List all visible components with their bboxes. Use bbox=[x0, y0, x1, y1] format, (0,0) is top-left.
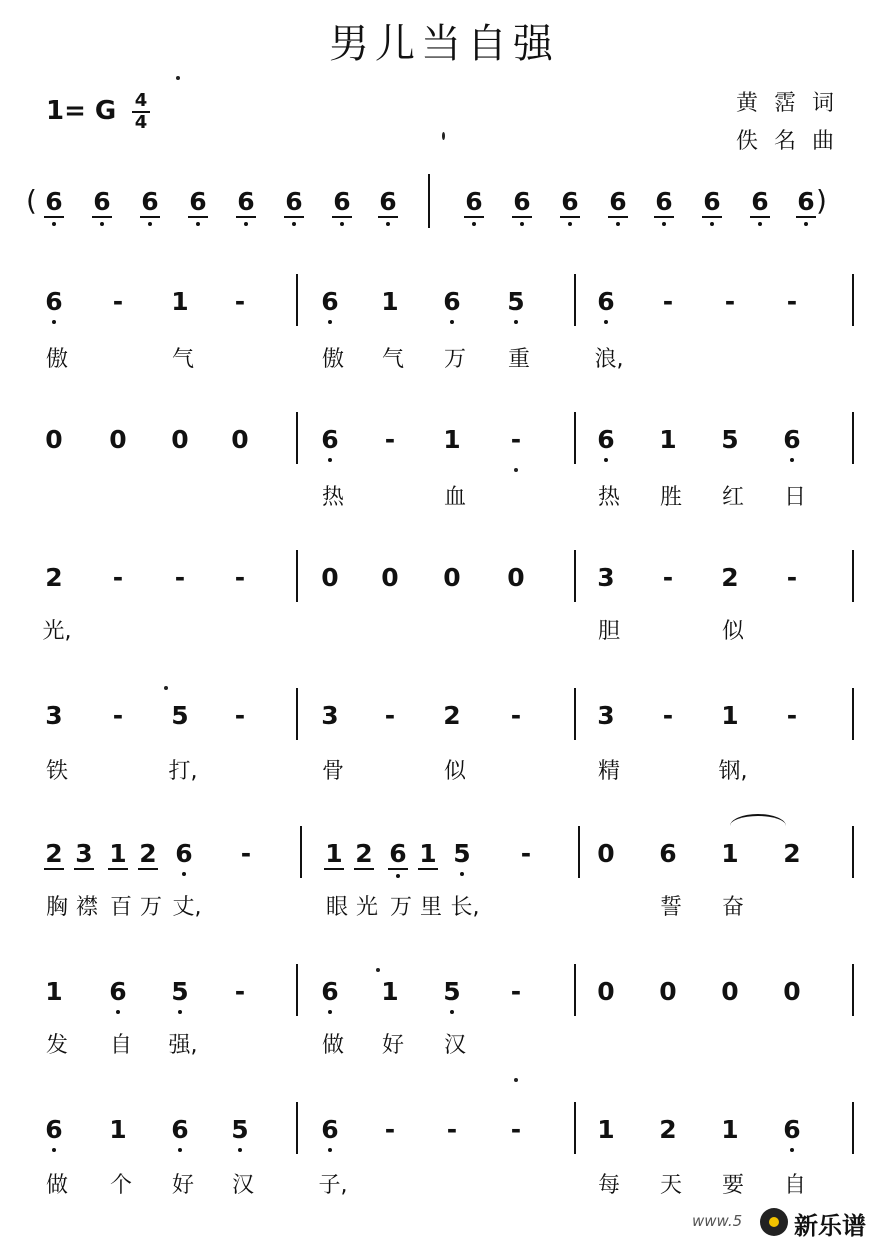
lyric: 热 bbox=[597, 485, 620, 510]
low-octave-dot bbox=[662, 222, 666, 226]
note: 2 bbox=[721, 563, 739, 592]
low-octave-dot bbox=[804, 222, 808, 226]
intro-note: 6 bbox=[378, 188, 398, 218]
note: 6 bbox=[388, 840, 408, 870]
low-octave-dot bbox=[460, 872, 464, 876]
open-paren: ( bbox=[26, 184, 37, 217]
note: 6 bbox=[108, 978, 128, 1006]
note: 1 bbox=[109, 1115, 127, 1144]
intro-note: 6 bbox=[236, 188, 256, 218]
note: - bbox=[786, 701, 798, 730]
note: 0 bbox=[171, 425, 189, 454]
lyric: 子, bbox=[318, 1173, 348, 1198]
note: 1 bbox=[721, 839, 739, 868]
note: 0 bbox=[659, 977, 677, 1006]
lyric: 骨 bbox=[321, 759, 344, 784]
lyric: 襟 bbox=[75, 895, 98, 920]
note: 0 bbox=[443, 563, 461, 592]
note: 6 bbox=[442, 288, 462, 316]
note: 6 bbox=[659, 839, 677, 868]
note: 5 bbox=[452, 840, 472, 868]
lyric: 钢, bbox=[718, 759, 748, 784]
note: 5 bbox=[230, 1116, 250, 1144]
note: 0 bbox=[721, 977, 739, 1006]
bar-line bbox=[296, 1102, 298, 1154]
note: - bbox=[234, 701, 246, 730]
lyric: 傲 bbox=[321, 347, 344, 372]
note: - bbox=[510, 977, 522, 1006]
lyric: 誓 bbox=[659, 895, 682, 920]
intro-note: 6 bbox=[284, 188, 304, 218]
note: 6 bbox=[320, 1116, 340, 1144]
low-octave-dot bbox=[568, 222, 572, 226]
low-octave-dot bbox=[386, 222, 390, 226]
lyric: 奋 bbox=[721, 895, 744, 920]
low-octave-dot bbox=[514, 320, 518, 324]
low-octave-dot bbox=[616, 222, 620, 226]
note: - bbox=[234, 977, 246, 1006]
low-octave-dot bbox=[178, 1010, 182, 1014]
low-octave-dot bbox=[328, 1148, 332, 1152]
time-signature-bottom: 4 bbox=[134, 112, 148, 133]
note: 6 bbox=[320, 288, 340, 316]
note: - bbox=[384, 1115, 396, 1144]
note: 6 bbox=[596, 288, 616, 316]
lyric: 胜 bbox=[659, 485, 682, 510]
lyric: 精 bbox=[597, 759, 620, 784]
music-disc-icon bbox=[760, 1208, 788, 1236]
lyric: 胆 bbox=[597, 619, 620, 644]
note: 1 bbox=[721, 701, 739, 730]
lyric: 天 bbox=[659, 1173, 682, 1198]
low-octave-dot bbox=[472, 222, 476, 226]
lyric: 个 bbox=[109, 1173, 132, 1198]
intro-note: 6 bbox=[750, 188, 770, 218]
lyric: 丈, bbox=[172, 895, 202, 920]
low-octave-dot bbox=[790, 458, 794, 462]
low-octave-dot bbox=[178, 1148, 182, 1152]
bar-line bbox=[852, 688, 854, 740]
note: 6 bbox=[44, 1116, 64, 1144]
lyric: 眼 bbox=[325, 895, 348, 920]
low-octave-dot bbox=[116, 1010, 120, 1014]
note: - bbox=[724, 287, 736, 316]
note: 1 bbox=[109, 839, 127, 868]
intro-note: 6 bbox=[608, 188, 628, 218]
lyric: 血 bbox=[443, 485, 466, 510]
lyric: 热 bbox=[321, 485, 344, 510]
lyric: 胸 bbox=[45, 895, 68, 920]
lyricist-credit: 黄霑词 bbox=[736, 91, 851, 116]
note: 6 bbox=[782, 426, 802, 454]
note: 1 bbox=[45, 977, 63, 1006]
note: 6 bbox=[44, 288, 64, 316]
note: - bbox=[112, 701, 124, 730]
bar-line bbox=[574, 274, 576, 326]
intro-note: 6 bbox=[140, 188, 160, 218]
low-octave-dot bbox=[196, 222, 200, 226]
watermark-url: www.5 bbox=[692, 1212, 743, 1230]
note: 1 bbox=[325, 839, 343, 868]
note: 0 bbox=[231, 425, 249, 454]
note: 0 bbox=[597, 977, 615, 1006]
low-octave-dot bbox=[450, 1010, 454, 1014]
lyric: 做 bbox=[45, 1173, 68, 1198]
low-octave-dot bbox=[148, 222, 152, 226]
lyric: 打, bbox=[168, 759, 198, 784]
low-octave-dot bbox=[520, 222, 524, 226]
bar-line bbox=[574, 688, 576, 740]
bar-line bbox=[852, 826, 854, 878]
lyric: 要 bbox=[721, 1173, 744, 1198]
low-octave-dot bbox=[182, 872, 186, 876]
bar-line bbox=[852, 964, 854, 1016]
lyric: 似 bbox=[721, 619, 744, 644]
note: 5 bbox=[171, 701, 189, 730]
key-signature: 1= G bbox=[46, 96, 117, 126]
lyric: 气 bbox=[381, 347, 404, 372]
note: 0 bbox=[507, 563, 525, 592]
lyric: 做 bbox=[321, 1033, 344, 1058]
note: 3 bbox=[75, 839, 93, 868]
lyric: 长, bbox=[450, 895, 480, 920]
note: 1 bbox=[443, 425, 461, 454]
note: - bbox=[240, 839, 252, 868]
lyric: 自 bbox=[783, 1173, 806, 1198]
note: 3 bbox=[597, 563, 615, 592]
bar-line bbox=[428, 174, 430, 228]
bar-line bbox=[852, 550, 854, 602]
note: - bbox=[662, 701, 674, 730]
note: 2 bbox=[659, 1115, 677, 1144]
bar-line bbox=[296, 964, 298, 1016]
note: - bbox=[446, 1115, 458, 1144]
note: - bbox=[786, 563, 798, 592]
low-octave-dot bbox=[604, 458, 608, 462]
note: 0 bbox=[321, 563, 339, 592]
bar-line bbox=[852, 1102, 854, 1154]
intro-note: 6 bbox=[654, 188, 674, 218]
note: 1 bbox=[721, 1115, 739, 1144]
composer-credit: 佚名曲 bbox=[736, 129, 851, 154]
watermark-logo: 新乐谱 bbox=[794, 1212, 866, 1240]
low-octave-dot bbox=[396, 874, 400, 878]
note: 1 bbox=[419, 839, 437, 868]
note: 0 bbox=[381, 563, 399, 592]
bar-line bbox=[574, 964, 576, 1016]
note: 0 bbox=[45, 425, 63, 454]
lyric: 日 bbox=[783, 485, 806, 510]
time-signature-top: 4 bbox=[134, 90, 148, 111]
low-octave-dot bbox=[328, 1010, 332, 1014]
note: 5 bbox=[721, 425, 739, 454]
low-octave-dot bbox=[328, 458, 332, 462]
lyric: 汉 bbox=[443, 1033, 466, 1058]
print-speck bbox=[442, 132, 445, 140]
intro-note: 6 bbox=[92, 188, 112, 218]
bar-line bbox=[296, 412, 298, 464]
intro-note: 6 bbox=[44, 188, 64, 218]
lyric: 百 bbox=[109, 895, 132, 920]
note: - bbox=[384, 701, 396, 730]
note: 0 bbox=[109, 425, 127, 454]
note: 2 bbox=[443, 701, 461, 730]
note: 6 bbox=[170, 1116, 190, 1144]
lyric: 万 bbox=[139, 895, 162, 920]
bar-line bbox=[574, 1102, 576, 1154]
lyric: 万 bbox=[443, 347, 466, 372]
low-octave-dot bbox=[790, 1148, 794, 1152]
note: - bbox=[510, 701, 522, 730]
lyric: 好 bbox=[171, 1173, 194, 1198]
note: 2 bbox=[45, 839, 63, 868]
lyric: 重 bbox=[507, 347, 530, 372]
low-octave-dot bbox=[710, 222, 714, 226]
intro-note: 6 bbox=[464, 188, 484, 218]
bar-line bbox=[296, 550, 298, 602]
low-octave-dot bbox=[52, 222, 56, 226]
lyric: 浪, bbox=[594, 347, 624, 372]
lyric: 光 bbox=[355, 895, 378, 920]
lyric: 里 bbox=[419, 895, 442, 920]
note: 1 bbox=[381, 977, 399, 1006]
lyric: 光, bbox=[42, 619, 72, 644]
note: 2 bbox=[139, 839, 157, 868]
low-octave-dot bbox=[758, 222, 762, 226]
song-title: 男儿当自强 bbox=[329, 21, 559, 67]
lyric: 发 bbox=[45, 1033, 68, 1058]
lyric: 好 bbox=[381, 1033, 404, 1058]
low-octave-dot bbox=[244, 222, 248, 226]
bar-line bbox=[574, 550, 576, 602]
note: - bbox=[510, 1115, 522, 1144]
low-octave-dot bbox=[52, 320, 56, 324]
lyric: 铁 bbox=[45, 759, 68, 784]
note: 3 bbox=[45, 701, 63, 730]
print-speck bbox=[376, 968, 380, 972]
note: 2 bbox=[45, 563, 63, 592]
print-speck bbox=[514, 468, 518, 472]
note: - bbox=[786, 287, 798, 316]
intro-note: 6 bbox=[512, 188, 532, 218]
bar-line bbox=[300, 826, 302, 878]
bar-line bbox=[852, 412, 854, 464]
note: 3 bbox=[321, 701, 339, 730]
note: 2 bbox=[355, 839, 373, 868]
low-octave-dot bbox=[328, 320, 332, 324]
low-octave-dot bbox=[292, 222, 296, 226]
close-paren: ) bbox=[816, 184, 827, 217]
lyric: 万 bbox=[389, 895, 412, 920]
note: 5 bbox=[506, 288, 526, 316]
note: - bbox=[234, 287, 246, 316]
time-signature bbox=[132, 92, 150, 132]
note: - bbox=[662, 287, 674, 316]
note: - bbox=[112, 563, 124, 592]
note: 1 bbox=[659, 425, 677, 454]
note: 6 bbox=[782, 1116, 802, 1144]
lyric: 汉 bbox=[231, 1173, 254, 1198]
print-speck bbox=[514, 1078, 518, 1082]
intro-note: 6 bbox=[702, 188, 722, 218]
lyric: 每 bbox=[597, 1173, 620, 1198]
note: 6 bbox=[320, 978, 340, 1006]
note: 2 bbox=[783, 839, 801, 868]
bar-line bbox=[578, 826, 580, 878]
note: 6 bbox=[174, 840, 194, 868]
bar-line bbox=[574, 412, 576, 464]
lyric: 傲 bbox=[45, 347, 68, 372]
note: 1 bbox=[171, 287, 189, 316]
print-speck bbox=[164, 686, 168, 690]
note: 0 bbox=[597, 839, 615, 868]
lyric: 自 bbox=[109, 1033, 132, 1058]
note: 5 bbox=[170, 978, 190, 1006]
slur-mark bbox=[730, 814, 786, 838]
lyric: 似 bbox=[443, 759, 466, 784]
note: 6 bbox=[596, 426, 616, 454]
note: - bbox=[112, 287, 124, 316]
intro-note: 6 bbox=[796, 188, 816, 218]
note: 1 bbox=[597, 1115, 615, 1144]
bar-line bbox=[296, 688, 298, 740]
lyric: 气 bbox=[171, 347, 194, 372]
low-octave-dot bbox=[604, 320, 608, 324]
low-octave-dot bbox=[52, 1148, 56, 1152]
note: 3 bbox=[597, 701, 615, 730]
note: - bbox=[234, 563, 246, 592]
intro-note: 6 bbox=[332, 188, 352, 218]
intro-note: 6 bbox=[188, 188, 208, 218]
print-speck bbox=[176, 76, 180, 80]
bar-line bbox=[852, 274, 854, 326]
bar-line bbox=[296, 274, 298, 326]
note: 5 bbox=[442, 978, 462, 1006]
note: 1 bbox=[381, 287, 399, 316]
note: - bbox=[384, 425, 396, 454]
note: 0 bbox=[783, 977, 801, 1006]
note: 6 bbox=[320, 426, 340, 454]
low-octave-dot bbox=[238, 1148, 242, 1152]
low-octave-dot bbox=[340, 222, 344, 226]
note: - bbox=[174, 563, 186, 592]
note: - bbox=[510, 425, 522, 454]
lyric: 强, bbox=[168, 1033, 198, 1058]
note: - bbox=[520, 839, 532, 868]
low-octave-dot bbox=[450, 320, 454, 324]
lyric: 红 bbox=[721, 485, 744, 510]
intro-note: 6 bbox=[560, 188, 580, 218]
low-octave-dot bbox=[100, 222, 104, 226]
note: - bbox=[662, 563, 674, 592]
